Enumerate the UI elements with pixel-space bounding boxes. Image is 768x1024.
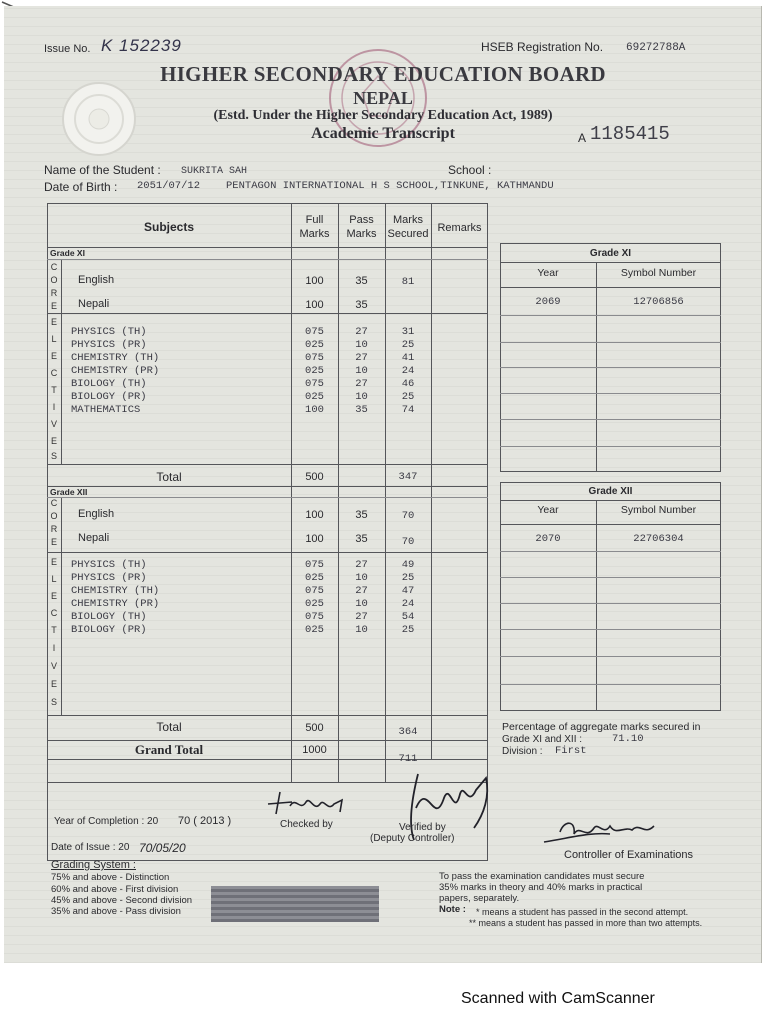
serial-prefix: A <box>578 131 587 145</box>
grading-line: 60% and above - First division <box>51 884 179 895</box>
board-title: HIGHER SECONDARY EDUCATION BOARD <box>160 62 606 86</box>
g12-elective-pass: 10 <box>355 572 368 584</box>
country-title: NEPAL <box>353 88 413 108</box>
registration-value: 69272788A <box>626 42 686 54</box>
g12-elective-full: 025 <box>305 572 324 584</box>
header-secured-1: Marks <box>393 214 423 226</box>
g11-core-full: 100 <box>305 275 324 287</box>
g12-elective-secured: 47 <box>401 585 415 597</box>
completion-value: 70 ( 2013 ) <box>178 815 232 827</box>
g11-elective-secured: 74 <box>401 404 415 416</box>
pass-rule-line1: To pass the examination candidates must secure <box>439 871 645 882</box>
g12-elective-pass: 27 <box>355 611 368 623</box>
g11-elective-secured: 41 <box>401 352 415 364</box>
header-full-1: Full <box>305 214 324 226</box>
grade12-symbol-value: 22706304 <box>633 533 684 545</box>
elective-letter: E <box>50 351 57 361</box>
elective-letter: V <box>50 419 57 429</box>
g12-elective-secured: 49 <box>401 559 415 571</box>
grade11-label: Grade XI <box>50 248 85 258</box>
g12-elective-secured: 54 <box>401 611 415 623</box>
elective-letter: T <box>51 625 57 635</box>
g11-elective-pass: 35 <box>355 404 368 416</box>
g11-elective-pass: 10 <box>355 339 368 351</box>
g12-core-subject: English <box>78 508 115 520</box>
g12-elective-secured: 25 <box>401 624 415 636</box>
g11-elective-full: 100 <box>305 404 324 416</box>
g12-core-pass: 35 <box>355 509 368 521</box>
g11-total-secured: 347 <box>398 471 418 483</box>
g12-elective-pass: 10 <box>355 624 368 636</box>
g12-elective-full: 025 <box>305 598 324 610</box>
g12-total-label: Total <box>156 720 182 734</box>
g12-elective-subject: BIOLOGY (PR) <box>71 624 147 636</box>
header-secured-2: Secured <box>387 228 429 240</box>
g11-elective-full: 075 <box>305 352 324 364</box>
verified-by-label: Verified by <box>399 822 446 833</box>
security-strip <box>211 886 379 922</box>
g12-core-full: 100 <box>305 533 324 545</box>
g12-elective-pass: 27 <box>355 559 368 571</box>
pass-rule-line3: papers, separately. <box>439 893 520 904</box>
g11-elective-full: 025 <box>305 339 324 351</box>
student-name-label: Name of the Student : <box>44 163 161 177</box>
g11-elective-pass: 10 <box>355 391 368 403</box>
g11-elective-subject: PHYSICS (TH) <box>71 326 147 338</box>
g12-total-secured: 364 <box>398 726 418 738</box>
g12-core-pass: 35 <box>355 533 368 545</box>
issue-number-value: K 152239 <box>101 36 182 55</box>
core-letter: R <box>50 288 58 298</box>
issue-date-value: 70/05/20 <box>139 841 186 855</box>
g12-core-full: 100 <box>305 509 324 521</box>
grade12-symbol-table <box>500 482 721 711</box>
g11-total-label: Total <box>156 470 182 484</box>
header-full-2: Marks <box>299 228 330 240</box>
issue-date-label: Date of Issue : 20 <box>51 842 130 853</box>
grade11-symbol-label: Symbol Number <box>620 267 697 279</box>
g12-elective-secured: 24 <box>401 598 415 610</box>
school-label: School : <box>448 163 492 177</box>
grade11-year-value: 2069 <box>535 296 561 308</box>
aggregate-line1: Percentage of aggregate marks secured in <box>502 721 701 733</box>
elective-letter: S <box>50 697 57 707</box>
g11-elective-subject: MATHEMATICS <box>71 404 141 416</box>
aggregate-value: 71.10 <box>612 733 644 745</box>
elective-letter: E <box>50 557 57 567</box>
g12-elective-full: 075 <box>305 585 324 597</box>
elective-letter: C <box>50 608 58 618</box>
controller-signature-icon <box>540 812 690 852</box>
aggregate-line2: Grade XI and XII : <box>502 734 583 745</box>
note-label: Note : <box>439 904 466 915</box>
dob-value: 2051/07/12 <box>137 180 201 192</box>
division-label: Division : <box>502 746 543 757</box>
g11-elective-secured: 31 <box>401 326 415 338</box>
note-line1: * means a student has passed in the second attempt. <box>476 907 689 917</box>
g11-elective-pass: 27 <box>355 326 368 338</box>
g11-elective-subject: BIOLOGY (TH) <box>71 378 147 390</box>
school-value: PENTAGON INTERNATIONAL H S SCHOOL,TINKUNE, KATHMANDU <box>226 180 554 192</box>
grading-title: Grading System : <box>51 859 136 871</box>
g11-elective-subject: BIOLOGY (PR) <box>71 391 147 403</box>
elective-letter: C <box>50 368 58 378</box>
grand-total-label: Grand Total <box>134 742 204 757</box>
grade11-symbol-value: 12706856 <box>633 296 684 308</box>
grading-line: 45% and above - Second division <box>51 895 193 906</box>
registration-label: HSEB Registration No. <box>481 40 604 54</box>
checked-by-label: Checked by <box>280 819 333 830</box>
grade12-year-value: 2070 <box>535 533 561 545</box>
elective-letter: E <box>50 436 57 446</box>
elective-letter: E <box>50 591 57 601</box>
core-letter: C <box>50 498 58 508</box>
g11-core-subject: Nepali <box>78 298 110 310</box>
g11-elective-pass: 27 <box>355 352 368 364</box>
g12-elective-pass: 10 <box>355 598 368 610</box>
core-letter: E <box>50 537 57 547</box>
g12-core-subject: Nepali <box>78 532 110 544</box>
g12-elective-subject: CHEMISTRY (PR) <box>71 598 160 610</box>
core-letter: E <box>50 301 57 311</box>
issue-number-label: Issue No. <box>44 43 91 55</box>
note-line2: ** means a student has passed in more than two attempts. <box>469 918 703 928</box>
elective-letter: I <box>52 643 56 653</box>
pass-rule-line2: 35% marks in theory and 40% marks in practical <box>439 882 643 893</box>
g12-elective-pass: 27 <box>355 585 368 597</box>
elective-letter: E <box>50 317 57 327</box>
g12-elective-subject: BIOLOGY (TH) <box>71 611 147 623</box>
core-letter: O <box>50 511 58 521</box>
g11-core-pass: 35 <box>355 275 368 287</box>
g11-elective-pass: 27 <box>355 378 368 390</box>
g11-elective-secured: 46 <box>401 378 415 390</box>
completion-label: Year of Completion : 20 <box>54 816 159 827</box>
g11-elective-secured: 25 <box>401 339 415 351</box>
establishment-line: (Estd. Under the Higher Secondary Education Act, 1989) <box>213 108 553 123</box>
transcript-page <box>4 6 762 963</box>
student-name-value: SUKRITA SAH <box>181 166 248 177</box>
g11-elective-full: 075 <box>305 378 324 390</box>
grand-total-full: 1000 <box>302 744 327 756</box>
grade11-year-label: Year <box>537 267 559 279</box>
g12-elective-secured: 25 <box>401 572 415 584</box>
g11-elective-secured: 24 <box>401 365 415 377</box>
elective-letter: E <box>50 679 57 689</box>
core-letter: C <box>50 262 58 272</box>
g12-elective-subject: PHYSICS (TH) <box>71 559 147 571</box>
grade11-symbol-title: Grade XI <box>589 248 632 259</box>
elective-letter: L <box>51 334 57 344</box>
core-letter: R <box>50 524 58 534</box>
g11-elective-full: 025 <box>305 365 324 377</box>
g12-total-full: 500 <box>305 722 324 734</box>
header-remarks: Remarks <box>437 222 482 234</box>
g12-elective-full: 025 <box>305 624 324 636</box>
serial-number: 1185415 <box>590 123 670 145</box>
g12-elective-full: 075 <box>305 611 324 623</box>
g11-total-full: 500 <box>305 471 324 483</box>
g12-elective-subject: CHEMISTRY (TH) <box>71 585 160 597</box>
g11-core-secured: 81 <box>401 276 415 288</box>
grand-total-secured: 711 <box>398 753 418 765</box>
dob-label: Date of Birth : <box>44 180 118 194</box>
header-subjects: Subjects <box>143 220 194 234</box>
g11-elective-full: 025 <box>305 391 324 403</box>
header-pass-2: Marks <box>346 228 377 240</box>
grade12-symbol-label: Symbol Number <box>620 504 697 516</box>
document-title: Academic Transcript <box>311 125 455 142</box>
g11-elective-pass: 10 <box>355 365 368 377</box>
g12-core-secured: 70 <box>401 536 415 548</box>
g12-core-secured: 70 <box>401 510 415 522</box>
g11-elective-subject: PHYSICS (PR) <box>71 339 147 351</box>
g11-elective-subject: CHEMISTRY (PR) <box>71 365 160 377</box>
controller-label: Controller of Examinations <box>564 849 694 861</box>
grade12-year-label: Year <box>537 504 559 516</box>
grading-line: 75% and above - Distinction <box>51 872 170 883</box>
g11-elective-subject: CHEMISTRY (TH) <box>71 352 160 364</box>
elective-letter: T <box>51 385 57 395</box>
checker-signature-icon <box>262 782 358 822</box>
g12-elective-full: 075 <box>305 559 324 571</box>
g12-elective-subject: PHYSICS (PR) <box>71 572 147 584</box>
grade12-label: Grade XII <box>50 487 88 497</box>
division-value: First <box>555 745 587 757</box>
g11-elective-secured: 25 <box>401 391 415 403</box>
marks-table <box>47 203 488 783</box>
elective-letter: L <box>51 574 57 584</box>
header-pass-1: Pass <box>349 214 374 226</box>
elective-letter: V <box>50 661 57 671</box>
elective-letter: I <box>52 402 56 412</box>
g11-elective-full: 075 <box>305 326 324 338</box>
core-letter: O <box>50 275 58 285</box>
scanner-footer: Scanned with CamScanner <box>461 990 655 1007</box>
elective-letter: S <box>50 451 57 461</box>
grading-line: 35% and above - Pass division <box>51 906 181 917</box>
g11-core-subject: English <box>78 274 115 286</box>
g11-core-full: 100 <box>305 299 324 311</box>
deputy-controller-label: (Deputy Controller) <box>370 833 455 844</box>
g11-core-pass: 35 <box>355 299 368 311</box>
grade12-symbol-title: Grade XII <box>588 486 633 497</box>
